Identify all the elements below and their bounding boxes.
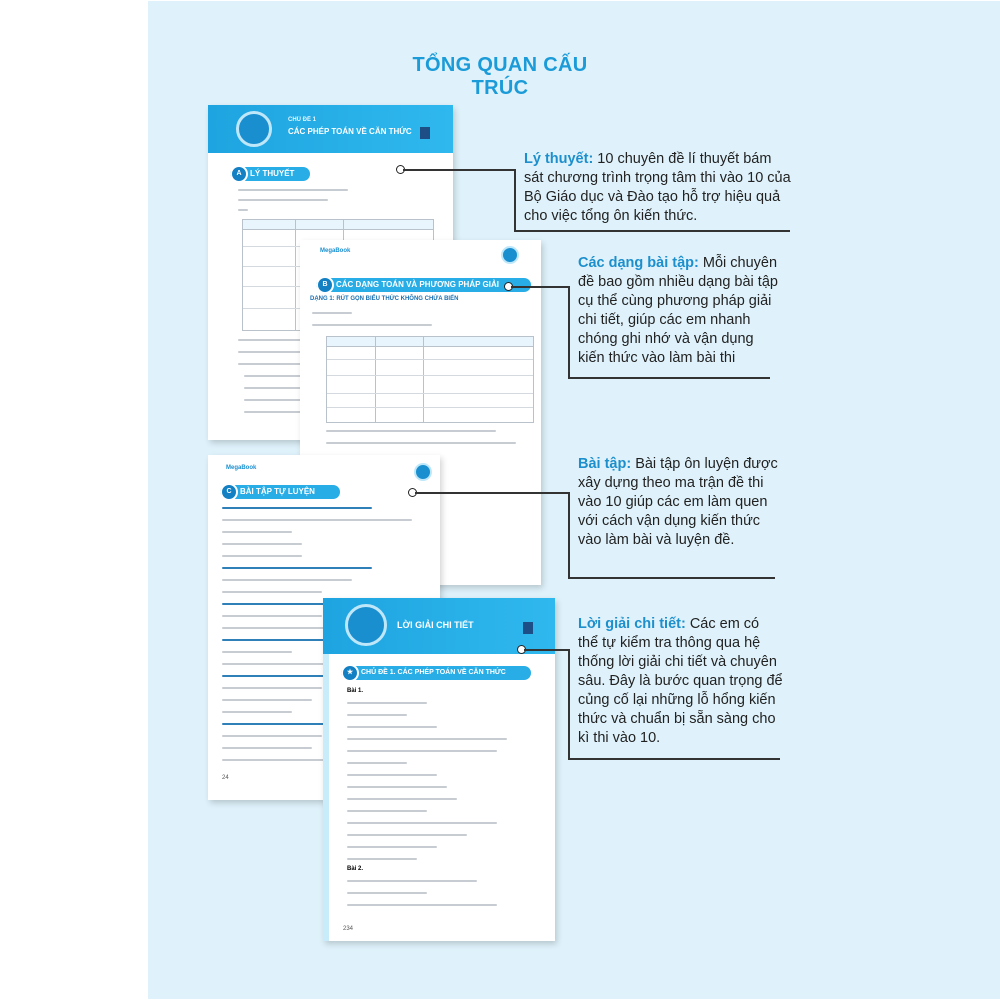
bookmark-icon: [523, 622, 533, 634]
page-number: 24: [222, 775, 229, 781]
callout-ly-thuyet: Lý thuyết: 10 chuyên đề lí thuyết bám sát chương trình trọng tâm thi vào 10 của Bộ Giáo dục và Đào tạo hỗ trợ hiệu quả cho việc tổng ôn kiến thức.: [524, 151, 791, 224]
trophy-icon: [414, 463, 432, 481]
callout-bai-tap: Bài tập: Bài tập ôn luyện được xây dựng theo ma trận đề thi vào 10 giúp các em làm quen với cách vận dụng kiến thức vào làm bài và luyện đề.: [578, 456, 778, 548]
form-heading: DẠNG 1: RÚT GỌN BIỂU THỨC KHÔNG CHỨA BIẾN: [310, 296, 459, 302]
chapter-kicker: CHỦ ĐỀ 1: [288, 117, 317, 123]
trophy-badge-icon: [236, 111, 272, 147]
chapter-banner: [208, 105, 453, 153]
trophy-icon: [501, 246, 519, 264]
page-number: 234: [343, 926, 354, 932]
callout-cac-dang-bai-tap: Các dạng bài tập: Mỗi chuyên đề bao gồm nhiều dạng bài tập cụ thể cùng phương pháp giải chi tiết, giúp các em nhanh chóng ghi nhớ và vận dụng kiến thức vào làm bài thi: [578, 255, 778, 366]
section-cac-dang-toan: B CÁC DẠNG TOÁN VÀ PHƯƠNG PHÁP GIẢI: [316, 278, 531, 292]
method-table: [326, 336, 534, 423]
brand-label: MegaBook: [320, 248, 351, 254]
solution-label-2: Bài 2.: [347, 866, 364, 872]
section-bai-tap-tu-luyen: C BÀI TẬP TỰ LUYỆN: [220, 485, 340, 499]
callout-loi-giai-chi-tiet: Lời giải chi tiết: Các em có thể tự kiểm tra thông qua hệ thống lời giải chi tiết và chuyên sâu. Đây là bước quan trọng để củng cố lại những lỗ hổng kiến thức và chuẩn bị sẵn sàng cho kì thi vào 10.: [578, 616, 783, 746]
chapter-heading: CÁC PHÉP TOÁN VỀ CĂN THỨC: [288, 127, 412, 136]
bookmark-icon: [420, 127, 430, 139]
brand-label: MegaBook: [226, 465, 257, 471]
section-ly-thuyet: A LÝ THUYẾT: [230, 167, 310, 181]
solution-section: ★ CHỦ ĐỀ 1. CÁC PHÉP TOÁN VỀ CĂN THỨC: [341, 666, 531, 680]
solution-label-1: Bài 1.: [347, 688, 364, 694]
trophy-badge-icon: [345, 604, 387, 646]
page-title: TỔNG QUAN CẤU TRÚC: [412, 54, 588, 99]
solution-heading: LỜI GIẢI CHI TIẾT: [397, 620, 474, 630]
